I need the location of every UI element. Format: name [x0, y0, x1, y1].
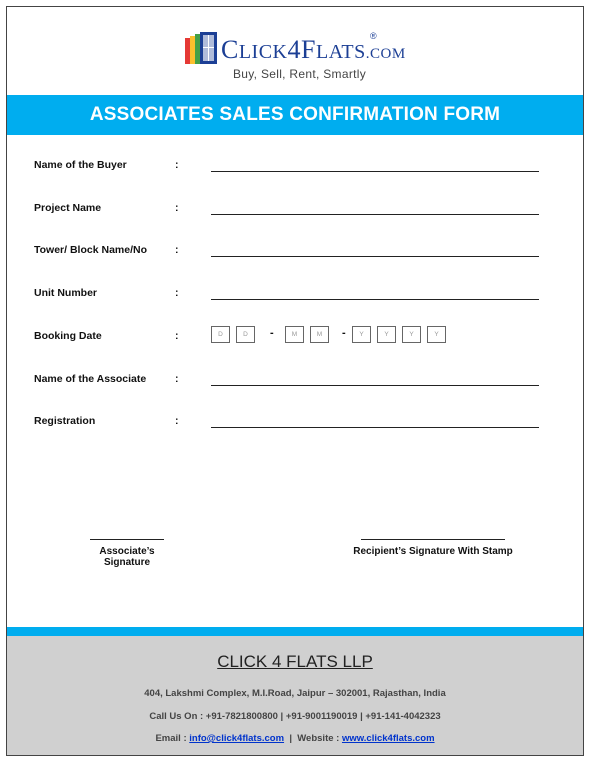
project-name-blank[interactable]	[211, 214, 539, 215]
footer-stripe	[7, 627, 583, 636]
field-unit-number	[7, 287, 583, 303]
field-project-name	[7, 202, 583, 218]
date-box-year[interactable]: Y	[377, 326, 396, 343]
date-separator: -	[342, 327, 346, 339]
date-box-day[interactable]: D	[236, 326, 255, 343]
brand-logo	[7, 29, 583, 89]
company-address: 404, Lakshmi Complex, M.I.Road, Jaipur – 302001, Rajasthan, India	[144, 688, 446, 699]
field-colon: :	[175, 330, 179, 342]
date-box-month[interactable]: M	[310, 326, 329, 343]
field-colon: :	[175, 244, 179, 256]
registered-mark: ®	[370, 31, 377, 41]
field-label: Name of the Buyer	[34, 159, 127, 171]
brand-wordmark: CLICK4FLATS.COM	[221, 35, 406, 64]
unit-number-blank[interactable]	[211, 299, 539, 300]
email-label: Email :	[155, 733, 190, 744]
registration-blank[interactable]	[211, 427, 539, 428]
field-label: Unit Number	[34, 287, 97, 299]
email-link[interactable]: info@click4flats.com	[189, 733, 285, 744]
field-colon: :	[175, 202, 179, 214]
signature-line[interactable]	[361, 539, 505, 540]
date-box-day[interactable]: D	[211, 326, 230, 343]
form-title: ASSOCIATES SALES CONFIRMATION FORM	[7, 95, 583, 135]
company-contacts	[7, 733, 583, 744]
field-label: Project Name	[34, 202, 102, 214]
company-name: CLICK 4 FLATS LLP	[217, 652, 373, 671]
recipient-signature-label: Recipient’s Signature With Stamp	[353, 546, 513, 557]
field-buyer-name	[7, 159, 583, 175]
date-box-year[interactable]: Y	[402, 326, 421, 343]
associate-name-blank[interactable]	[211, 385, 539, 386]
contact-separator: |	[284, 733, 298, 744]
company-phones: Call Us On : +91-7821800800 | +91-9001190019 | +91-141-4042323	[149, 711, 441, 722]
date-box-month[interactable]: M	[285, 326, 304, 343]
buyer-name-blank[interactable]	[211, 171, 539, 172]
field-booking-date	[7, 327, 583, 346]
signature-line[interactable]	[90, 539, 164, 540]
date-box-year[interactable]: Y	[427, 326, 446, 343]
field-label: Name of the Associate	[34, 373, 147, 385]
website-link[interactable]: www.click4flats.com	[341, 733, 435, 744]
website-label: Website :	[297, 733, 342, 744]
field-label: Booking Date	[34, 330, 102, 342]
form-page	[6, 6, 584, 756]
field-colon: :	[175, 287, 179, 299]
date-box-year[interactable]: Y	[352, 326, 371, 343]
tower-block-blank[interactable]	[211, 256, 539, 257]
date-separator: -	[270, 327, 274, 339]
footer	[7, 636, 583, 756]
associate-signature-label: Associate’s Signature	[99, 546, 155, 568]
field-registration	[7, 415, 583, 431]
field-associate-name	[7, 373, 583, 389]
brand-tagline: Buy, Sell, Rent, Smartly	[233, 67, 367, 81]
recipient-signature	[353, 539, 513, 557]
field-colon: :	[175, 373, 179, 385]
field-colon: :	[175, 159, 179, 171]
associate-signature	[77, 539, 177, 568]
field-label: Tower/ Block Name/No	[34, 244, 147, 256]
field-tower-block	[7, 244, 583, 260]
building-logo-icon	[183, 32, 219, 68]
field-label: Registration	[34, 415, 96, 427]
field-colon: :	[175, 415, 179, 427]
